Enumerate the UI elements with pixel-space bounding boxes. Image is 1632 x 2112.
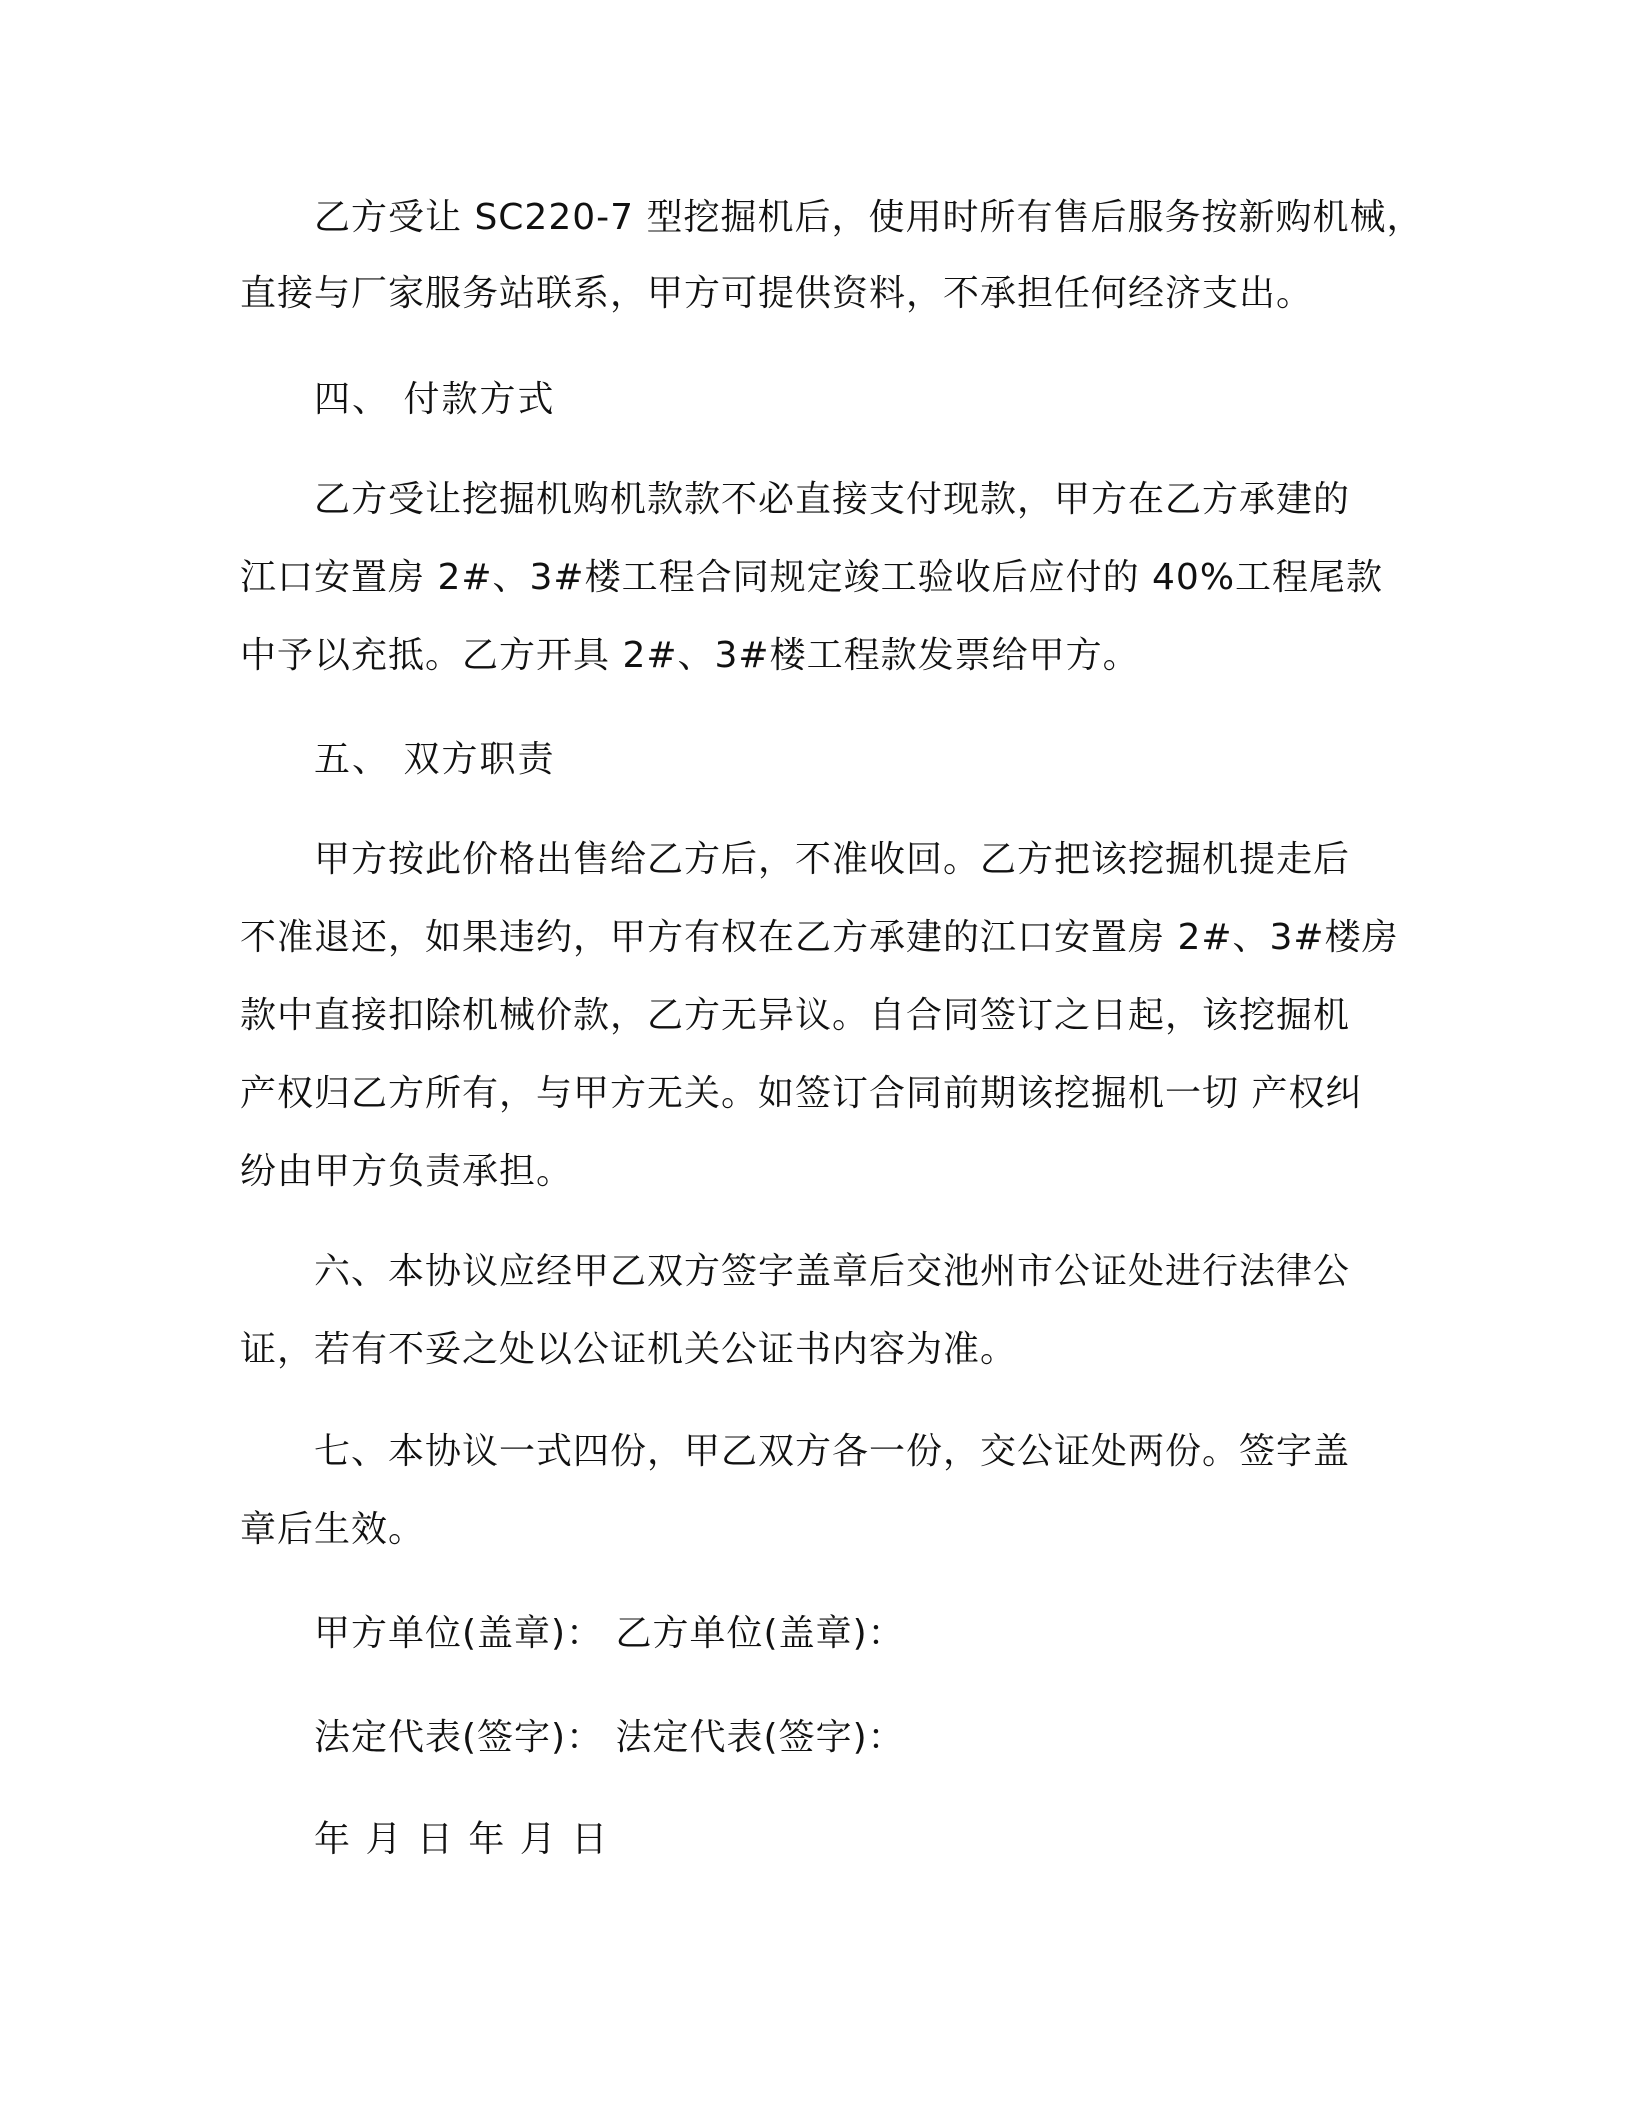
section-5-line-4: 产权归乙方所有，与甲方无关。如签订合同前期该挖掘机一切 产权纠 [240,1073,1363,1114]
section-4-line-2: 江口安置房 2#、3#楼工程合同规定竣工验收后应付的 40%工程尾款 [240,557,1384,598]
section-4-line-1: 乙方受让挖掘机购机款款不必直接支付现款，甲方在乙方承建的 [314,479,1351,520]
signature-unit-line: 甲方单位(盖章)： 乙方单位(盖章)： [314,1613,905,1654]
section-6-line-1: 六、本协议应经甲乙双方签字盖章后交池州市公证处进行法律公 [314,1251,1351,1292]
signature-representative-line: 法定代表(签字)： 法定代表(签字)： [314,1717,905,1758]
section-7-line-1: 七、本协议一式四份，甲乙双方各一份，交公证处两份。签字盖 [314,1431,1351,1472]
section-5-line-1: 甲方按此价格出售给乙方后，不准收回。乙方把该挖掘机提走后 [314,839,1351,880]
paragraph-1-line-1: 乙方受让 SC220-7 型挖掘机后，使用时所有售后服务按新购机械， [314,197,1424,238]
section-4-line-3: 中予以充抵。乙方开具 2#、3#楼工程款发票给甲方。 [240,635,1140,676]
section-4-heading: 四、 付款方式 [314,379,556,420]
section-7-line-2: 章后生效。 [240,1509,426,1550]
paragraph-1-line-2: 直接与厂家服务站联系，甲方可提供资料，不承担任何经济支出。 [240,273,1314,314]
section-5-line-3: 款中直接扣除机械价款，乙方无异议。自合同签订之日起，该挖掘机 [240,995,1351,1036]
section-5-heading: 五、 双方职责 [314,739,556,780]
section-5-line-2: 不准退还，如果违约，甲方有权在乙方承建的江口安置房 2#、3#楼房 [240,917,1399,958]
section-6-line-2: 证，若有不妥之处以公证机关公证书内容为准。 [240,1329,1018,1370]
section-5-line-5: 纷由甲方负责承担。 [240,1151,574,1192]
signature-date-line: 年 月 日 年 月 日 [314,1819,610,1860]
